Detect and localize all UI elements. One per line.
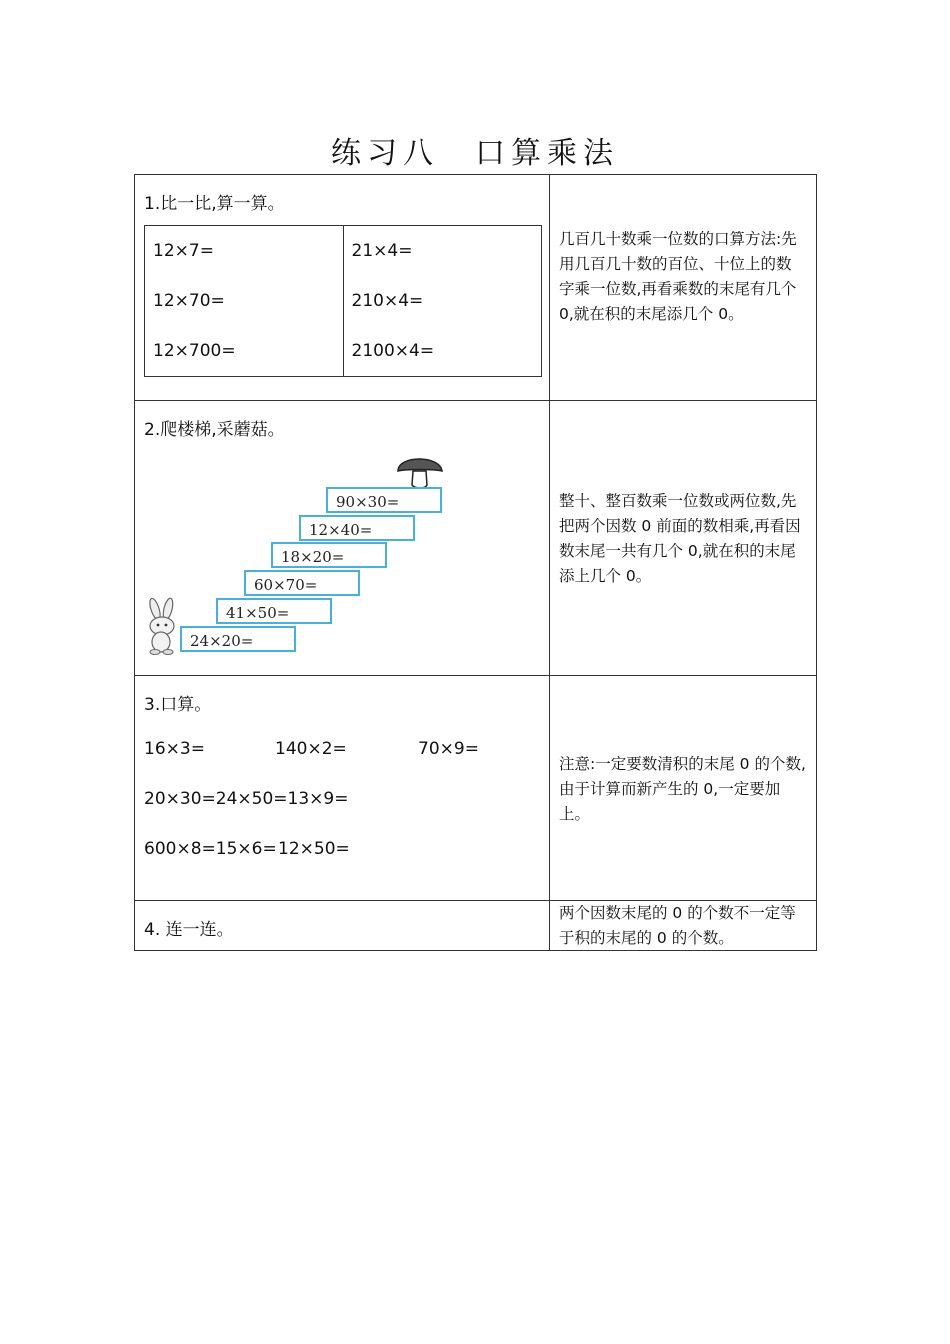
q4-note: 两个因数末尾的 0 的个数不一定等于积的末尾的 0 的个数。 bbox=[559, 904, 796, 947]
q1-expression: 12×70= bbox=[153, 291, 225, 311]
q3-expression-row: 20×30=24×50=13×9= bbox=[144, 789, 349, 809]
q1-column-2 bbox=[343, 226, 542, 377]
stair-step: 24×20= bbox=[180, 626, 296, 652]
stair-step: 18×20= bbox=[271, 542, 387, 568]
q1-cell bbox=[135, 175, 550, 401]
q1-expression: 12×7= bbox=[153, 241, 214, 261]
q4-heading: 4. 连一连。 bbox=[144, 920, 234, 940]
q1-heading: 1.比一比,算一算。 bbox=[144, 194, 285, 214]
q1-expression: 12×700= bbox=[153, 341, 236, 361]
q2-note-cell bbox=[550, 401, 817, 676]
q3-expression: 12×50= bbox=[278, 839, 350, 859]
q2-heading: 2.爬楼梯,采蘑菇。 bbox=[144, 420, 285, 440]
q3-expression: 70×9= bbox=[418, 739, 479, 759]
q3-cell bbox=[135, 676, 550, 901]
q1-compare-table bbox=[144, 225, 542, 377]
q1-expression: 2100×4= bbox=[351, 341, 435, 361]
q1-note: 几百几十数乘一位数的口算方法:先用几百几十数的百位、十位上的数字乘一位数,再看乘数的末尾有几个 0,就在积的末尾添几个 0。 bbox=[559, 230, 797, 323]
q3-expression: 16×3= bbox=[144, 739, 205, 759]
q3-expression-row: 600×8=15×6= bbox=[144, 839, 277, 859]
q3-expression: 140×2= bbox=[275, 739, 347, 759]
q1-expression: 21×4= bbox=[351, 241, 413, 261]
q3-note: 注意:一定要数清积的末尾 0 的个数,由于计算而新产生的 0,一定要加上。 bbox=[559, 755, 806, 823]
q4-note-cell bbox=[550, 901, 817, 951]
mushroom-icon bbox=[395, 449, 445, 491]
stair-step: 60×70= bbox=[244, 570, 360, 596]
stair-step: 90×30= bbox=[326, 487, 442, 513]
q3-heading: 3.口算。 bbox=[144, 695, 212, 715]
q2-cell bbox=[135, 401, 550, 676]
q2-note: 整十、整百数乘一位数或两位数,先把两个因数 0 前面的数相乘,再看因数末尾一共有几个 0,就在积的末尾添上几个 0。 bbox=[559, 492, 801, 585]
stair-step: 41×50= bbox=[216, 598, 332, 624]
q1-expression: 210×4= bbox=[351, 291, 424, 311]
page-title: 练习八 口算乘法 bbox=[331, 136, 619, 171]
stair-step: 12×40= bbox=[299, 515, 415, 541]
q1-note-cell bbox=[550, 175, 817, 401]
q3-note-cell bbox=[550, 676, 817, 901]
q1-column-1 bbox=[145, 226, 344, 377]
rabbit-icon bbox=[141, 597, 185, 655]
q4-cell bbox=[135, 901, 550, 951]
exercise-table bbox=[134, 174, 817, 951]
